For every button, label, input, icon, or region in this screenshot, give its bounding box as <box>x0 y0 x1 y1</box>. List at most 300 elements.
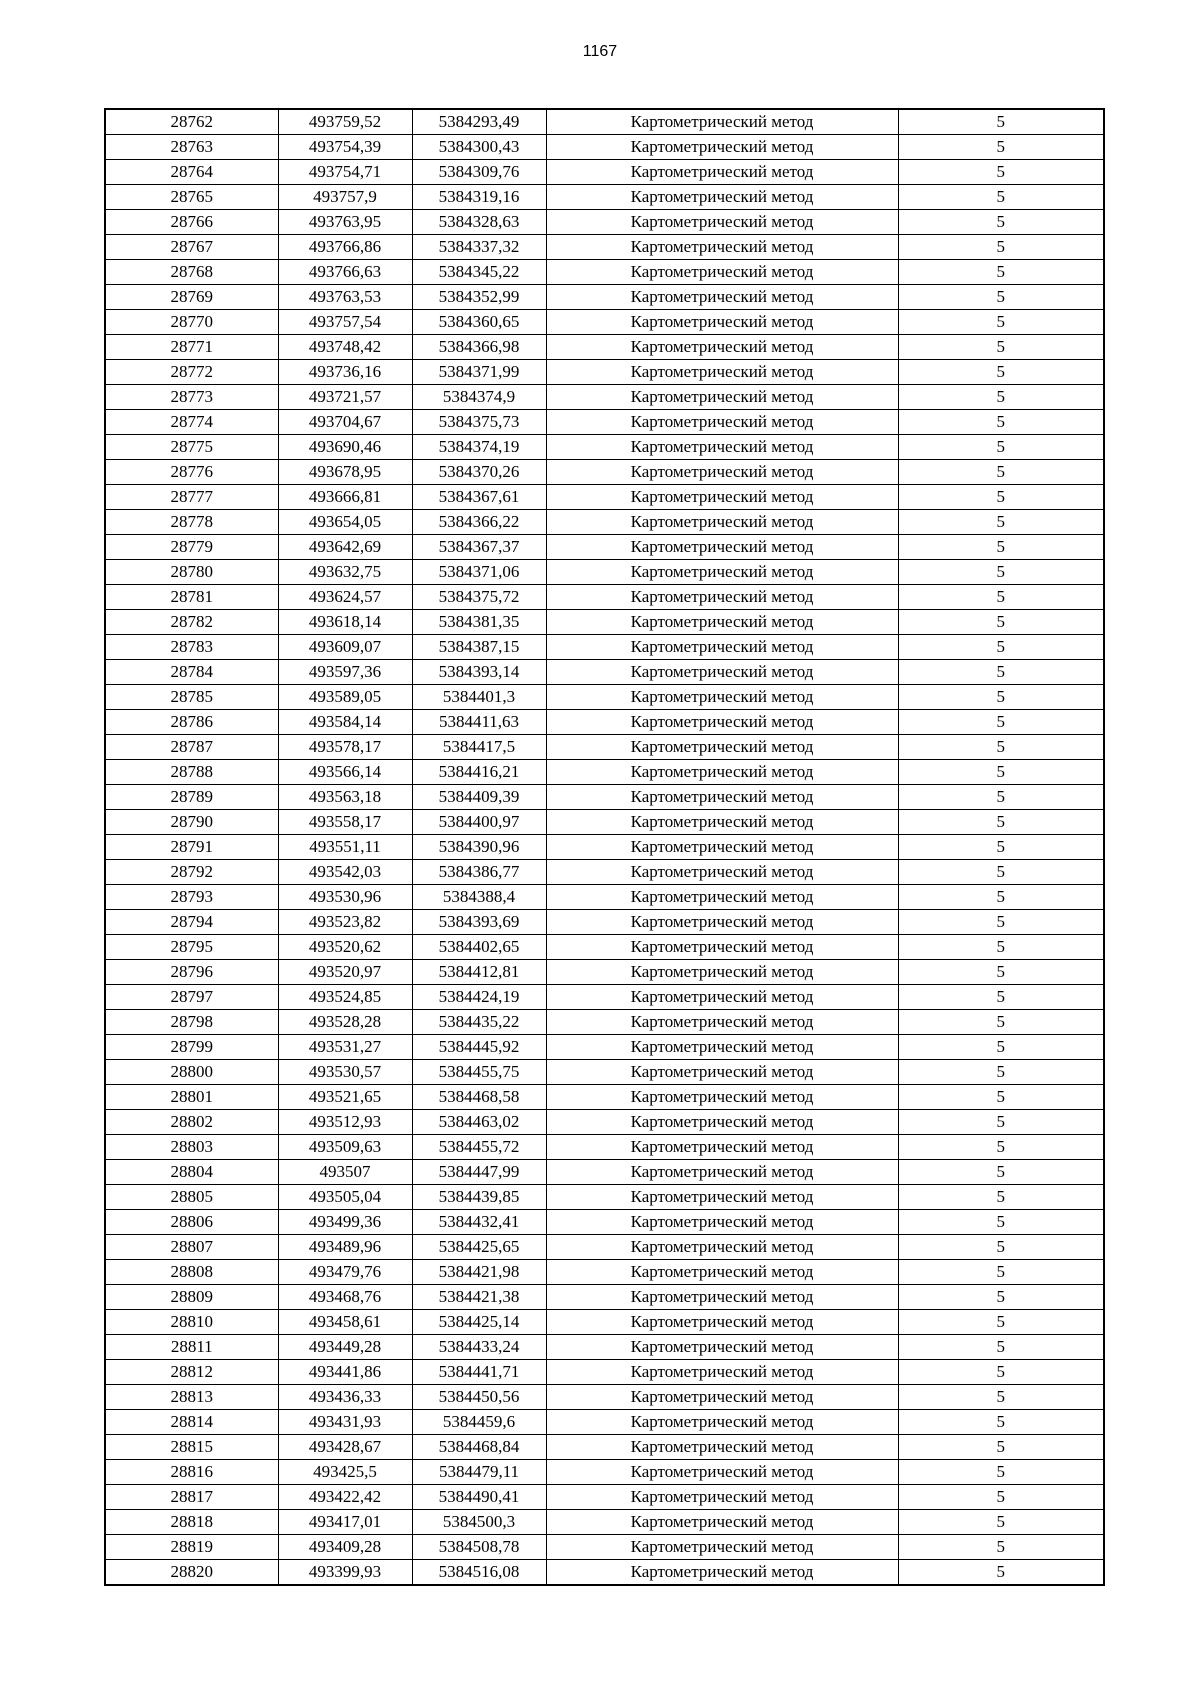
method-cell: Картометрический метод <box>546 960 898 985</box>
method-cell: Картометрический метод <box>546 1435 898 1460</box>
method-cell: Картометрический метод <box>546 1260 898 1285</box>
x-coordinate-cell: 493479,76 <box>278 1260 412 1285</box>
method-cell: Картометрический метод <box>546 310 898 335</box>
point-number-cell: 28799 <box>105 1035 278 1060</box>
table-row <box>105 910 1104 935</box>
y-coordinate-cell: 5384309,76 <box>412 160 546 185</box>
accuracy-cell: 5 <box>898 1035 1104 1060</box>
accuracy-cell: 5 <box>898 760 1104 785</box>
y-coordinate-cell: 5384328,63 <box>412 210 546 235</box>
x-coordinate-cell: 493489,96 <box>278 1235 412 1260</box>
point-number-cell: 28792 <box>105 860 278 885</box>
y-coordinate-cell: 5384352,99 <box>412 285 546 310</box>
accuracy-cell: 5 <box>898 510 1104 535</box>
x-coordinate-cell: 493754,71 <box>278 160 412 185</box>
x-coordinate-cell: 493666,81 <box>278 485 412 510</box>
x-coordinate-cell: 493678,95 <box>278 460 412 485</box>
y-coordinate-cell: 5384371,06 <box>412 560 546 585</box>
coordinates-table <box>104 108 1105 1586</box>
x-coordinate-cell: 493563,18 <box>278 785 412 810</box>
y-coordinate-cell: 5384424,19 <box>412 985 546 1010</box>
method-cell: Картометрический метод <box>546 1410 898 1435</box>
accuracy-cell: 5 <box>898 660 1104 685</box>
table-row <box>105 1010 1104 1035</box>
point-number-cell: 28778 <box>105 510 278 535</box>
x-coordinate-cell: 493512,93 <box>278 1110 412 1135</box>
x-coordinate-cell: 493425,5 <box>278 1460 412 1485</box>
y-coordinate-cell: 5384447,99 <box>412 1160 546 1185</box>
accuracy-cell: 5 <box>898 1510 1104 1535</box>
y-coordinate-cell: 5384450,56 <box>412 1385 546 1410</box>
point-number-cell: 28809 <box>105 1285 278 1310</box>
table-row <box>105 610 1104 635</box>
accuracy-cell: 5 <box>898 210 1104 235</box>
x-coordinate-cell: 493721,57 <box>278 385 412 410</box>
accuracy-cell: 5 <box>898 1485 1104 1510</box>
table-row <box>105 1085 1104 1110</box>
accuracy-cell: 5 <box>898 310 1104 335</box>
method-cell: Картометрический метод <box>546 1085 898 1110</box>
method-cell: Картометрический метод <box>546 1060 898 1085</box>
x-coordinate-cell: 493757,9 <box>278 185 412 210</box>
method-cell: Картометрический метод <box>546 660 898 685</box>
table-row <box>105 635 1104 660</box>
point-number-cell: 28790 <box>105 810 278 835</box>
y-coordinate-cell: 5384319,16 <box>412 185 546 210</box>
x-coordinate-cell: 493542,03 <box>278 860 412 885</box>
x-coordinate-cell: 493409,28 <box>278 1535 412 1560</box>
y-coordinate-cell: 5384479,11 <box>412 1460 546 1485</box>
method-cell: Картометрический метод <box>546 210 898 235</box>
point-number-cell: 28774 <box>105 410 278 435</box>
x-coordinate-cell: 493618,14 <box>278 610 412 635</box>
y-coordinate-cell: 5384411,63 <box>412 710 546 735</box>
table-row <box>105 160 1104 185</box>
method-cell: Картометрический метод <box>546 760 898 785</box>
y-coordinate-cell: 5384387,15 <box>412 635 546 660</box>
x-coordinate-cell: 493523,82 <box>278 910 412 935</box>
table-row <box>105 435 1104 460</box>
method-cell: Картометрический метод <box>546 935 898 960</box>
table-row <box>105 785 1104 810</box>
accuracy-cell: 5 <box>898 860 1104 885</box>
table-row <box>105 1485 1104 1510</box>
method-cell: Картометрический метод <box>546 1235 898 1260</box>
table-row <box>105 885 1104 910</box>
y-coordinate-cell: 5384381,35 <box>412 610 546 635</box>
accuracy-cell: 5 <box>898 1360 1104 1385</box>
x-coordinate-cell: 493417,01 <box>278 1510 412 1535</box>
point-number-cell: 28795 <box>105 935 278 960</box>
x-coordinate-cell: 493520,62 <box>278 935 412 960</box>
accuracy-cell: 5 <box>898 135 1104 160</box>
point-number-cell: 28769 <box>105 285 278 310</box>
x-coordinate-cell: 493499,36 <box>278 1210 412 1235</box>
x-coordinate-cell: 493505,04 <box>278 1185 412 1210</box>
method-cell: Картометрический метод <box>546 460 898 485</box>
method-cell: Картометрический метод <box>546 535 898 560</box>
point-number-cell: 28803 <box>105 1135 278 1160</box>
x-coordinate-cell: 493736,16 <box>278 360 412 385</box>
x-coordinate-cell: 493589,05 <box>278 685 412 710</box>
accuracy-cell: 5 <box>898 435 1104 460</box>
y-coordinate-cell: 5384455,75 <box>412 1060 546 1085</box>
method-cell: Картометрический метод <box>546 1160 898 1185</box>
accuracy-cell: 5 <box>898 385 1104 410</box>
accuracy-cell: 5 <box>898 685 1104 710</box>
point-number-cell: 28806 <box>105 1210 278 1235</box>
x-coordinate-cell: 493558,17 <box>278 810 412 835</box>
method-cell: Картометрический метод <box>546 260 898 285</box>
table-row <box>105 1560 1104 1586</box>
point-number-cell: 28815 <box>105 1435 278 1460</box>
accuracy-cell: 5 <box>898 485 1104 510</box>
x-coordinate-cell: 493531,27 <box>278 1035 412 1060</box>
x-coordinate-cell: 493632,75 <box>278 560 412 585</box>
method-cell: Картометрический метод <box>546 1485 898 1510</box>
point-number-cell: 28788 <box>105 760 278 785</box>
point-number-cell: 28784 <box>105 660 278 685</box>
y-coordinate-cell: 5384417,5 <box>412 735 546 760</box>
y-coordinate-cell: 5384421,98 <box>412 1260 546 1285</box>
y-coordinate-cell: 5384468,84 <box>412 1435 546 1460</box>
method-cell: Картометрический метод <box>546 910 898 935</box>
point-number-cell: 28763 <box>105 135 278 160</box>
method-cell: Картометрический метод <box>546 435 898 460</box>
method-cell: Картометрический метод <box>546 1385 898 1410</box>
x-coordinate-cell: 493763,53 <box>278 285 412 310</box>
y-coordinate-cell: 5384500,3 <box>412 1510 546 1535</box>
table-row <box>105 1510 1104 1535</box>
table-row <box>105 135 1104 160</box>
point-number-cell: 28779 <box>105 535 278 560</box>
point-number-cell: 28811 <box>105 1335 278 1360</box>
accuracy-cell: 5 <box>898 109 1104 135</box>
point-number-cell: 28767 <box>105 235 278 260</box>
method-cell: Картометрический метод <box>546 1460 898 1485</box>
table-row <box>105 1360 1104 1385</box>
accuracy-cell: 5 <box>898 835 1104 860</box>
y-coordinate-cell: 5384388,4 <box>412 885 546 910</box>
table-row <box>105 1435 1104 1460</box>
accuracy-cell: 5 <box>898 1010 1104 1035</box>
accuracy-cell: 5 <box>898 185 1104 210</box>
accuracy-cell: 5 <box>898 1560 1104 1586</box>
x-coordinate-cell: 493654,05 <box>278 510 412 535</box>
x-coordinate-cell: 493436,33 <box>278 1385 412 1410</box>
table-row <box>105 1285 1104 1310</box>
accuracy-cell: 5 <box>898 885 1104 910</box>
y-coordinate-cell: 5384293,49 <box>412 109 546 135</box>
table-row <box>105 310 1104 335</box>
x-coordinate-cell: 493428,67 <box>278 1435 412 1460</box>
accuracy-cell: 5 <box>898 1110 1104 1135</box>
point-number-cell: 28794 <box>105 910 278 935</box>
accuracy-cell: 5 <box>898 610 1104 635</box>
coordinates-table-body <box>105 109 1104 1585</box>
point-number-cell: 28798 <box>105 1010 278 1035</box>
accuracy-cell: 5 <box>898 1185 1104 1210</box>
method-cell: Картометрический метод <box>546 360 898 385</box>
point-number-cell: 28773 <box>105 385 278 410</box>
point-number-cell: 28780 <box>105 560 278 585</box>
y-coordinate-cell: 5384459,6 <box>412 1410 546 1435</box>
table-row <box>105 235 1104 260</box>
y-coordinate-cell: 5384393,69 <box>412 910 546 935</box>
table-row <box>105 1235 1104 1260</box>
table-row <box>105 835 1104 860</box>
y-coordinate-cell: 5384445,92 <box>412 1035 546 1060</box>
point-number-cell: 28807 <box>105 1235 278 1260</box>
method-cell: Картометрический метод <box>546 1210 898 1235</box>
table-row <box>105 1385 1104 1410</box>
method-cell: Картометрический метод <box>546 1335 898 1360</box>
table-row <box>105 410 1104 435</box>
point-number-cell: 28796 <box>105 960 278 985</box>
y-coordinate-cell: 5384435,22 <box>412 1010 546 1035</box>
table-row <box>105 460 1104 485</box>
method-cell: Картометрический метод <box>546 710 898 735</box>
table-row <box>105 385 1104 410</box>
accuracy-cell: 5 <box>898 360 1104 385</box>
x-coordinate-cell: 493528,28 <box>278 1010 412 1035</box>
table-row <box>105 1460 1104 1485</box>
method-cell: Картометрический метод <box>546 1285 898 1310</box>
method-cell: Картометрический метод <box>546 1535 898 1560</box>
method-cell: Картометрический метод <box>546 785 898 810</box>
point-number-cell: 28775 <box>105 435 278 460</box>
x-coordinate-cell: 493509,63 <box>278 1135 412 1160</box>
accuracy-cell: 5 <box>898 1410 1104 1435</box>
method-cell: Картометрический метод <box>546 810 898 835</box>
accuracy-cell: 5 <box>898 160 1104 185</box>
method-cell: Картометрический метод <box>546 410 898 435</box>
x-coordinate-cell: 493521,65 <box>278 1085 412 1110</box>
accuracy-cell: 5 <box>898 1335 1104 1360</box>
accuracy-cell: 5 <box>898 985 1104 1010</box>
table-row <box>105 360 1104 385</box>
y-coordinate-cell: 5384425,14 <box>412 1310 546 1335</box>
method-cell: Картометрический метод <box>546 1360 898 1385</box>
accuracy-cell: 5 <box>898 635 1104 660</box>
method-cell: Картометрический метод <box>546 1010 898 1035</box>
table-row <box>105 1185 1104 1210</box>
table-row <box>105 810 1104 835</box>
y-coordinate-cell: 5384432,41 <box>412 1210 546 1235</box>
method-cell: Картометрический метод <box>546 235 898 260</box>
table-row <box>105 1310 1104 1335</box>
accuracy-cell: 5 <box>898 1385 1104 1410</box>
method-cell: Картометрический метод <box>546 610 898 635</box>
accuracy-cell: 5 <box>898 535 1104 560</box>
x-coordinate-cell: 493578,17 <box>278 735 412 760</box>
point-number-cell: 28782 <box>105 610 278 635</box>
x-coordinate-cell: 493422,42 <box>278 1485 412 1510</box>
y-coordinate-cell: 5384463,02 <box>412 1110 546 1135</box>
table-row <box>105 1210 1104 1235</box>
x-coordinate-cell: 493766,86 <box>278 235 412 260</box>
x-coordinate-cell: 493748,42 <box>278 335 412 360</box>
point-number-cell: 28785 <box>105 685 278 710</box>
y-coordinate-cell: 5384366,98 <box>412 335 546 360</box>
table-row <box>105 1160 1104 1185</box>
method-cell: Картометрический метод <box>546 860 898 885</box>
y-coordinate-cell: 5384360,65 <box>412 310 546 335</box>
accuracy-cell: 5 <box>898 710 1104 735</box>
x-coordinate-cell: 493431,93 <box>278 1410 412 1435</box>
table-row <box>105 1060 1104 1085</box>
y-coordinate-cell: 5384393,14 <box>412 660 546 685</box>
table-row <box>105 1535 1104 1560</box>
y-coordinate-cell: 5384516,08 <box>412 1560 546 1586</box>
accuracy-cell: 5 <box>898 1310 1104 1335</box>
table-row <box>105 185 1104 210</box>
accuracy-cell: 5 <box>898 735 1104 760</box>
x-coordinate-cell: 493458,61 <box>278 1310 412 1335</box>
method-cell: Картометрический метод <box>546 985 898 1010</box>
x-coordinate-cell: 493757,54 <box>278 310 412 335</box>
point-number-cell: 28820 <box>105 1560 278 1586</box>
accuracy-cell: 5 <box>898 1460 1104 1485</box>
point-number-cell: 28764 <box>105 160 278 185</box>
point-number-cell: 28804 <box>105 1160 278 1185</box>
table-row <box>105 1410 1104 1435</box>
table-row <box>105 985 1104 1010</box>
method-cell: Картометрический метод <box>546 1110 898 1135</box>
y-coordinate-cell: 5384375,73 <box>412 410 546 435</box>
accuracy-cell: 5 <box>898 410 1104 435</box>
y-coordinate-cell: 5384371,99 <box>412 360 546 385</box>
method-cell: Картометрический метод <box>546 485 898 510</box>
y-coordinate-cell: 5384366,22 <box>412 510 546 535</box>
y-coordinate-cell: 5384439,85 <box>412 1185 546 1210</box>
accuracy-cell: 5 <box>898 1435 1104 1460</box>
x-coordinate-cell: 493530,57 <box>278 1060 412 1085</box>
point-number-cell: 28791 <box>105 835 278 860</box>
table-row <box>105 685 1104 710</box>
y-coordinate-cell: 5384390,96 <box>412 835 546 860</box>
table-row <box>105 710 1104 735</box>
method-cell: Картометрический метод <box>546 1510 898 1535</box>
table-row <box>105 485 1104 510</box>
table-row <box>105 510 1104 535</box>
table-row <box>105 860 1104 885</box>
method-cell: Картометрический метод <box>546 510 898 535</box>
x-coordinate-cell: 493449,28 <box>278 1335 412 1360</box>
x-coordinate-cell: 493690,46 <box>278 435 412 460</box>
table-row <box>105 210 1104 235</box>
method-cell: Картометрический метод <box>546 1560 898 1586</box>
x-coordinate-cell: 493584,14 <box>278 710 412 735</box>
x-coordinate-cell: 493766,63 <box>278 260 412 285</box>
accuracy-cell: 5 <box>898 285 1104 310</box>
accuracy-cell: 5 <box>898 585 1104 610</box>
y-coordinate-cell: 5384374,19 <box>412 435 546 460</box>
point-number-cell: 28787 <box>105 735 278 760</box>
method-cell: Картометрический метод <box>546 1185 898 1210</box>
table-row <box>105 285 1104 310</box>
table-row <box>105 760 1104 785</box>
point-number-cell: 28814 <box>105 1410 278 1435</box>
method-cell: Картометрический метод <box>546 685 898 710</box>
point-number-cell: 28800 <box>105 1060 278 1085</box>
x-coordinate-cell: 493507 <box>278 1160 412 1185</box>
y-coordinate-cell: 5384337,32 <box>412 235 546 260</box>
x-coordinate-cell: 493566,14 <box>278 760 412 785</box>
x-coordinate-cell: 493704,67 <box>278 410 412 435</box>
y-coordinate-cell: 5384412,81 <box>412 960 546 985</box>
point-number-cell: 28786 <box>105 710 278 735</box>
x-coordinate-cell: 493399,93 <box>278 1560 412 1586</box>
x-coordinate-cell: 493524,85 <box>278 985 412 1010</box>
accuracy-cell: 5 <box>898 910 1104 935</box>
x-coordinate-cell: 493642,69 <box>278 535 412 560</box>
table-row <box>105 560 1104 585</box>
y-coordinate-cell: 5384468,58 <box>412 1085 546 1110</box>
x-coordinate-cell: 493441,86 <box>278 1360 412 1385</box>
y-coordinate-cell: 5384370,26 <box>412 460 546 485</box>
y-coordinate-cell: 5384490,41 <box>412 1485 546 1510</box>
table-row <box>105 1260 1104 1285</box>
x-coordinate-cell: 493468,76 <box>278 1285 412 1310</box>
x-coordinate-cell: 493551,11 <box>278 835 412 860</box>
y-coordinate-cell: 5384416,21 <box>412 760 546 785</box>
table-row <box>105 260 1104 285</box>
point-number-cell: 28762 <box>105 109 278 135</box>
x-coordinate-cell: 493759,52 <box>278 109 412 135</box>
x-coordinate-cell: 493624,57 <box>278 585 412 610</box>
method-cell: Картометрический метод <box>546 1035 898 1060</box>
point-number-cell: 28766 <box>105 210 278 235</box>
x-coordinate-cell: 493763,95 <box>278 210 412 235</box>
y-coordinate-cell: 5384433,24 <box>412 1335 546 1360</box>
table-row <box>105 1110 1104 1135</box>
table-row <box>105 1335 1104 1360</box>
x-coordinate-cell: 493520,97 <box>278 960 412 985</box>
y-coordinate-cell: 5384425,65 <box>412 1235 546 1260</box>
method-cell: Картометрический метод <box>546 135 898 160</box>
method-cell: Картометрический метод <box>546 109 898 135</box>
accuracy-cell: 5 <box>898 460 1104 485</box>
y-coordinate-cell: 5384508,78 <box>412 1535 546 1560</box>
point-number-cell: 28817 <box>105 1485 278 1510</box>
y-coordinate-cell: 5384455,72 <box>412 1135 546 1160</box>
point-number-cell: 28808 <box>105 1260 278 1285</box>
point-number-cell: 28801 <box>105 1085 278 1110</box>
point-number-cell: 28812 <box>105 1360 278 1385</box>
table-row <box>105 735 1104 760</box>
method-cell: Картометрический метод <box>546 335 898 360</box>
table-row <box>105 109 1104 135</box>
point-number-cell: 28781 <box>105 585 278 610</box>
accuracy-cell: 5 <box>898 1285 1104 1310</box>
y-coordinate-cell: 5384300,43 <box>412 135 546 160</box>
y-coordinate-cell: 5384441,71 <box>412 1360 546 1385</box>
accuracy-cell: 5 <box>898 1135 1104 1160</box>
point-number-cell: 28816 <box>105 1460 278 1485</box>
table-row <box>105 935 1104 960</box>
y-coordinate-cell: 5384345,22 <box>412 260 546 285</box>
table-row <box>105 335 1104 360</box>
method-cell: Картометрический метод <box>546 160 898 185</box>
method-cell: Картометрический метод <box>546 285 898 310</box>
accuracy-cell: 5 <box>898 1260 1104 1285</box>
method-cell: Картометрический метод <box>546 560 898 585</box>
point-number-cell: 28789 <box>105 785 278 810</box>
accuracy-cell: 5 <box>898 935 1104 960</box>
page-number: 1167 <box>582 43 618 60</box>
point-number-cell: 28768 <box>105 260 278 285</box>
